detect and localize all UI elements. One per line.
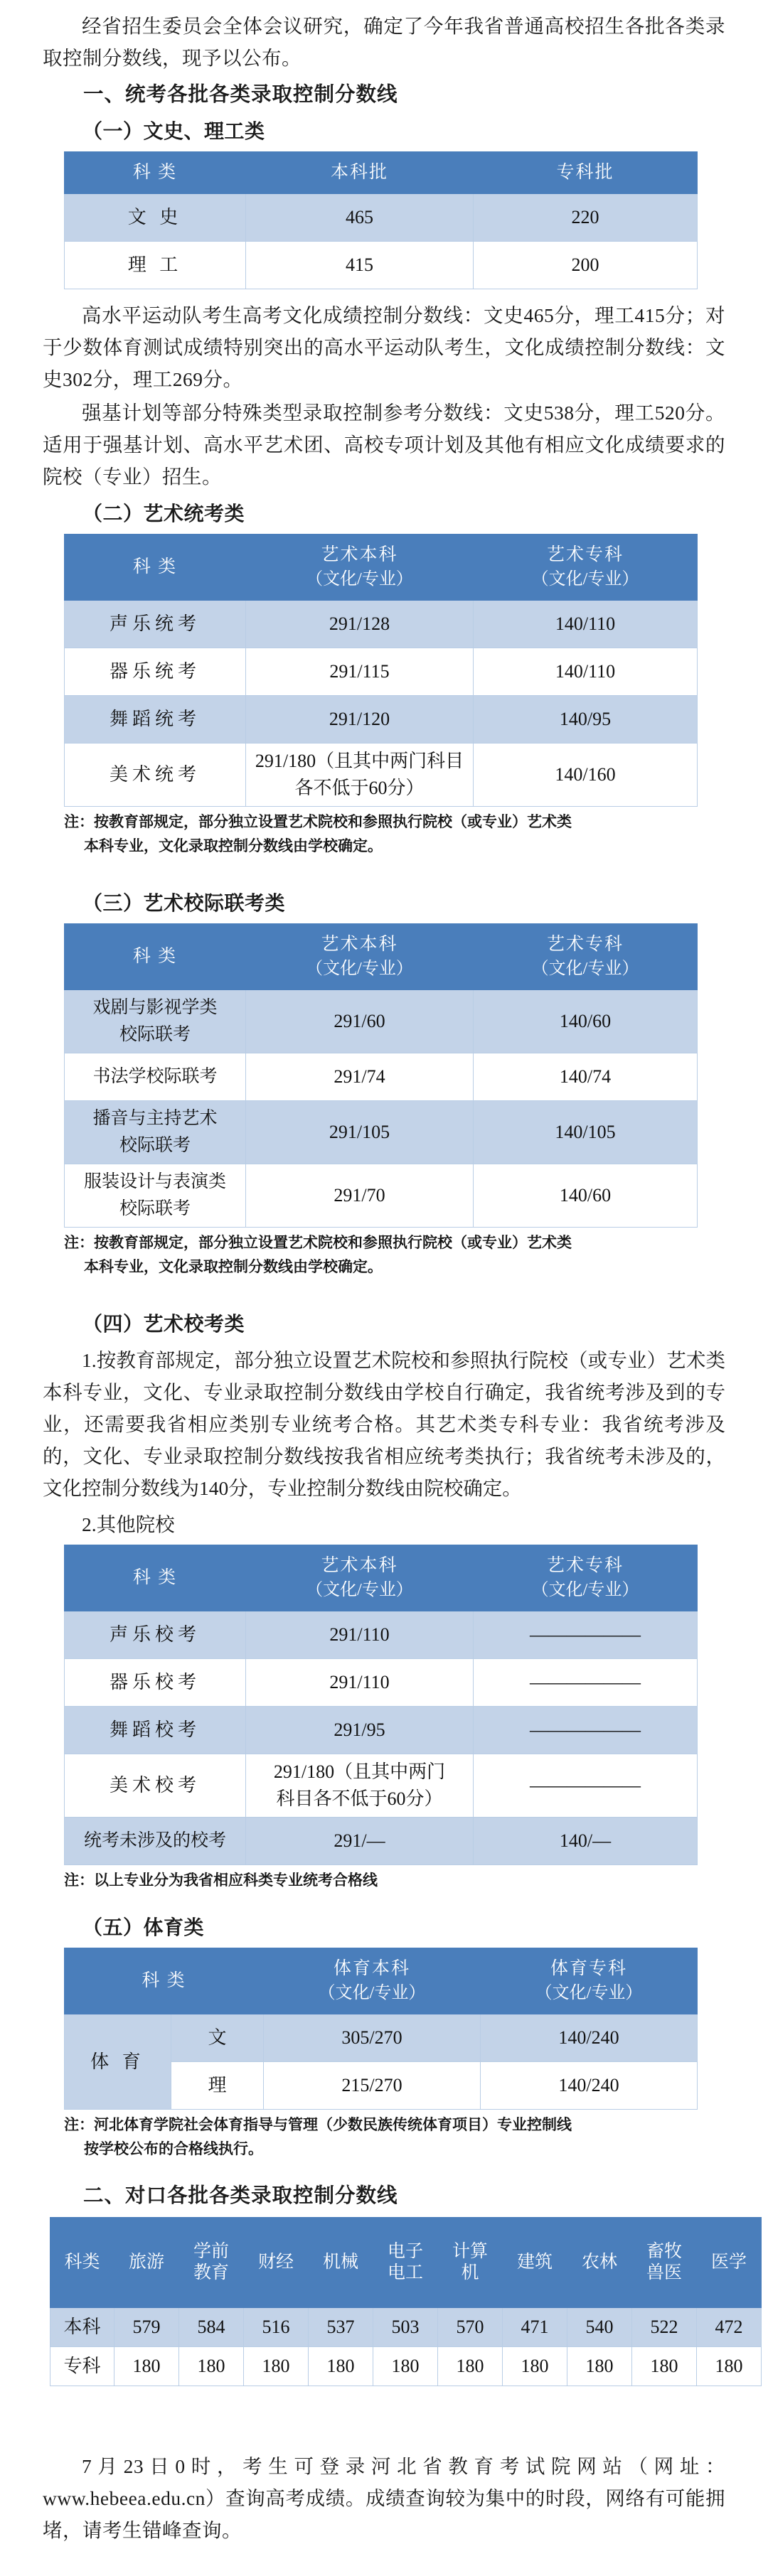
art-school-exam-item-1: 1.按教育部规定，部分独立设置艺术院校和参照执行院校（或专业）艺术类本科专业，文化、专业录取控制分数线由学校自行确定，我省统考涉及到的专业，还需要我省相应类别专业统考合格。其艺术类专科专业：我省统考涉及的，文化、专业录取控制分数线按我省相应统考类执行；我省统考未涉及的，文化控制分数线为140分，专业控制分数线由院校确定。 <box>43 1349 725 1499</box>
cell-category: 文 史 <box>65 194 246 242</box>
table-header-row <box>65 1545 698 1611</box>
cell-line: 校际联考 <box>119 1136 191 1155</box>
cell-line: 服装设计与表演类 <box>83 1172 226 1191</box>
table-row <box>65 744 698 807</box>
cell-score: 180 <box>697 2347 762 2386</box>
table-art-unified-exam <box>64 534 698 807</box>
cell-category: 声乐统考 <box>65 601 246 648</box>
cell-line: 各不低于60分） <box>294 778 425 798</box>
cell-category: 美术统考 <box>65 744 246 807</box>
col-header-pe-undergrad <box>264 1948 481 2014</box>
cell-score: 180 <box>632 2347 697 2386</box>
strong-base-plan-paragraph: 强基计划等部分特殊类型录取控制参考分数线：文史538分，理工520分。适用于强基计划、高水平艺术团、高校专项计划及其他有相应文化成绩要求的院校（专业）招生。 <box>43 402 725 488</box>
cell-batch-label: 本科 <box>50 2308 114 2347</box>
table-body <box>65 601 698 807</box>
cell-score: 516 <box>244 2308 309 2347</box>
cell-line: 戏剧与影视学类 <box>92 998 218 1017</box>
cell-score: 471 <box>503 2308 567 2347</box>
cell-art-undergrad <box>246 744 474 807</box>
col-header-art-undergrad <box>246 535 474 601</box>
col-header-category: 科 类 <box>65 535 246 601</box>
table-header-row <box>65 152 698 194</box>
col-header-art-junior <box>474 924 698 990</box>
col-header-main-text: 艺术本科 <box>321 935 398 954</box>
table-row <box>65 1818 698 1865</box>
art-school-exam-item-2: 2.其他院校 <box>82 1513 175 1535</box>
cell-category: 舞蹈统考 <box>65 696 246 744</box>
cell-score: 537 <box>309 2308 373 2347</box>
cell-category: 书法学校际联考 <box>65 1053 246 1101</box>
col-header-sub-text: （文化/专业） <box>535 1984 643 2002</box>
cell-art-undergrad: 291/74 <box>246 1053 474 1101</box>
table-row <box>65 194 698 242</box>
col-header-sub-text: （文化/专业） <box>531 1581 639 1599</box>
cell-undergrad: 415 <box>246 242 474 289</box>
col-header-sub-text: （文化/专业） <box>306 960 413 978</box>
cell-score: 180 <box>309 2347 373 2386</box>
cell-art-undergrad <box>246 1754 474 1818</box>
table-row <box>65 2014 698 2062</box>
note-art-unified <box>43 810 725 858</box>
cell-category <box>65 1164 246 1228</box>
col-header-major <box>373 2218 438 2308</box>
cell-pe-junior: 140/240 <box>481 2014 698 2062</box>
col-header-sub-text: （文化/专业） <box>306 570 413 589</box>
note-line-1: 注：按教育部规定，部分独立设置艺术院校和参照执行院校（或专业）艺术类 <box>64 813 572 830</box>
cell-group-label: 体 育 <box>65 2014 171 2110</box>
col-header-main-text: 艺术专科 <box>546 545 624 564</box>
cell-art-junior: 140/95 <box>474 696 698 744</box>
col-header-category: 科 类 <box>65 924 246 990</box>
col-header-line: 旅游 <box>128 2253 164 2272</box>
cell-score: 180 <box>373 2347 438 2386</box>
cell-art-junior: 140/110 <box>474 648 698 696</box>
col-header-main-text: 体育本科 <box>334 1959 411 1978</box>
cell-category: 统考未涉及的校考 <box>65 1818 246 1865</box>
col-header-major <box>503 2218 567 2308</box>
col-header-major <box>697 2218 762 2308</box>
table-art-joint-exam <box>64 923 698 1228</box>
col-header-major <box>632 2218 697 2308</box>
table-body <box>65 990 698 1228</box>
note-line-1: 注：以上专业分为我省相应科类专业统考合格线 <box>64 1872 378 1889</box>
col-header-art-junior <box>474 535 698 601</box>
cell-score: 180 <box>114 2347 179 2386</box>
table-row <box>50 2308 762 2347</box>
cell-art-undergrad: 291/60 <box>246 990 474 1053</box>
col-header-category: 科 类 <box>65 152 246 194</box>
subsection-1-1-heading: （一）文史、理工类 <box>82 119 265 143</box>
cell-art-junior: —————— <box>474 1659 698 1707</box>
cell-art-junior: —————— <box>474 1707 698 1754</box>
cell-category: 器乐校考 <box>65 1659 246 1707</box>
col-header-line: 畜牧 <box>646 2242 682 2261</box>
cell-subcategory: 文 <box>171 2014 264 2062</box>
col-header-category: 科 类 <box>65 1948 264 2014</box>
cell-category <box>65 1101 246 1164</box>
cell-art-undergrad: 291/120 <box>246 696 474 744</box>
cell-score: 522 <box>632 2308 697 2347</box>
col-header-main-text: 艺术本科 <box>321 1556 398 1575</box>
cell-category: 美术校考 <box>65 1754 246 1818</box>
table-physical-education <box>64 1948 698 2110</box>
note-art-joint <box>43 1230 725 1279</box>
col-header-line: 计算 <box>452 2242 488 2261</box>
intro-paragraph: 经省招生委员会全体会议研究，确定了今年我省普通高校招生各批各类录取控制分数线，现予以公布。 <box>43 15 725 69</box>
table-row <box>65 990 698 1053</box>
col-header-category: 科 类 <box>65 1545 246 1611</box>
col-header-sub-text: （文化/专业） <box>318 1984 426 2002</box>
col-header-line: 财经 <box>257 2253 294 2272</box>
table-row <box>65 1053 698 1101</box>
cell-score: 540 <box>567 2308 632 2347</box>
table-row <box>65 601 698 648</box>
cell-art-junior: 140/105 <box>474 1101 698 1164</box>
col-header-sub-text: （文化/专业） <box>531 960 639 978</box>
cell-line: 科目各不低于60分） <box>276 1788 443 1809</box>
col-header-line: 学前 <box>193 2242 229 2261</box>
cell-category: 器乐统考 <box>65 648 246 696</box>
section-2-heading: 二、对口各批各类录取控制分数线 <box>83 2184 398 2207</box>
cell-art-undergrad: 291/115 <box>246 648 474 696</box>
table-row <box>65 648 698 696</box>
col-header-line: 医学 <box>710 2253 747 2272</box>
note-art-school-exam <box>43 1868 725 1892</box>
cell-art-undergrad: 291/110 <box>246 1659 474 1707</box>
table-vocational-counterpart <box>50 2217 762 2386</box>
col-header-art-undergrad <box>246 1545 474 1611</box>
section-1-heading: 一、统考各批各类录取控制分数线 <box>83 82 398 106</box>
col-header-main-text: 艺术专科 <box>546 1556 624 1575</box>
cell-art-junior: 140/60 <box>474 990 698 1053</box>
col-header-line: 建筑 <box>516 2253 553 2272</box>
note-line-1: 注：河北体育学院社会体育指导与管理（少数民族传统体育项目）专业控制线 <box>64 2116 572 2133</box>
cell-pe-undergrad: 215/270 <box>264 2062 481 2110</box>
col-header-major <box>438 2218 503 2308</box>
cell-category: 理 工 <box>65 242 246 289</box>
col-header-line: 机 <box>461 2263 479 2282</box>
cell-art-undergrad: 291/128 <box>246 601 474 648</box>
cell-art-undergrad: 291/105 <box>246 1101 474 1164</box>
cell-line: 校际联考 <box>119 1025 191 1044</box>
cell-score: 180 <box>244 2347 309 2386</box>
note-line-2: 本科专业，文化录取控制分数线由学校确定。 <box>84 837 383 854</box>
col-header-sub-text: （文化/专业） <box>306 1581 413 1599</box>
col-header-major <box>179 2218 244 2308</box>
subsection-1-5-heading: （五）体育类 <box>82 1916 205 1939</box>
col-header-art-undergrad <box>246 924 474 990</box>
cell-art-junior: 140/— <box>474 1818 698 1865</box>
note-line-1: 注：按教育部规定，部分独立设置艺术院校和参照执行院校（或专业）艺术类 <box>64 1234 572 1251</box>
table-row <box>65 1611 698 1659</box>
table-body <box>65 1611 698 1865</box>
col-header-line: 教育 <box>193 2263 229 2282</box>
col-header-line: 科类 <box>64 2253 100 2272</box>
table-liberal-science <box>64 151 698 289</box>
col-header-line: 农林 <box>581 2253 617 2272</box>
cell-art-undergrad: 291/70 <box>246 1164 474 1228</box>
cell-batch-label: 专科 <box>50 2347 114 2386</box>
col-header-undergrad: 本科批 <box>246 152 474 194</box>
cell-score: 180 <box>567 2347 632 2386</box>
closing-paragraph: 7月23日0时，考生可登录河北省教育考试院网站（网址：www.hebeea.edu.cn）查询高考成绩。成绩查询较为集中的时段，网络有可能拥堵，请考生错峰查询。 <box>43 2455 725 2541</box>
cell-art-junior: —————— <box>474 1611 698 1659</box>
subsection-1-3-heading: （三）艺术校际联考类 <box>82 891 286 915</box>
table-row <box>65 242 698 289</box>
cell-score: 584 <box>179 2308 244 2347</box>
high-level-athlete-paragraph: 高水平运动队考生高考文化成绩控制分数线：文史465分，理工415分；对于少数体育测试成绩特别突出的高水平运动队考生，文化成绩控制分数线：文史302分，理工269分。 <box>43 304 725 390</box>
table-row <box>65 1101 698 1164</box>
cell-art-undergrad: 291/110 <box>246 1611 474 1659</box>
col-header-main-text: 体育专科 <box>550 1959 628 1978</box>
cell-junior: 200 <box>474 242 698 289</box>
table-art-school-exam <box>64 1545 698 1865</box>
col-header-line: 兽医 <box>646 2263 682 2282</box>
cell-line: 291/180（且其中两门科目 <box>255 751 464 771</box>
cell-category: 声乐校考 <box>65 1611 246 1659</box>
col-header-line: 电子 <box>387 2242 423 2261</box>
col-header-line: 机械 <box>322 2253 358 2272</box>
subsection-1-4-heading: （四）艺术校考类 <box>82 1312 245 1336</box>
col-header-pe-junior <box>481 1948 698 2014</box>
table-header-row <box>50 2218 762 2308</box>
table-row <box>65 1754 698 1818</box>
table-row <box>65 1164 698 1228</box>
col-header-major <box>309 2218 373 2308</box>
cell-art-junior: 140/160 <box>474 744 698 807</box>
cell-score: 180 <box>503 2347 567 2386</box>
cell-score: 570 <box>438 2308 503 2347</box>
table-row <box>65 1707 698 1754</box>
cell-art-junior: 140/74 <box>474 1053 698 1101</box>
table-body <box>50 2308 762 2386</box>
cell-art-junior: —————— <box>474 1754 698 1818</box>
cell-subcategory: 理 <box>171 2062 264 2110</box>
col-header-major <box>244 2218 309 2308</box>
note-line-2: 按学校公布的合格线执行。 <box>84 2140 263 2157</box>
col-header-major <box>567 2218 632 2308</box>
cell-line: 校际联考 <box>119 1199 191 1218</box>
cell-score: 503 <box>373 2308 438 2347</box>
table-row <box>65 1659 698 1707</box>
cell-junior: 220 <box>474 194 698 242</box>
cell-pe-junior: 140/240 <box>481 2062 698 2110</box>
cell-art-junior: 140/110 <box>474 601 698 648</box>
cell-pe-undergrad: 305/270 <box>264 2014 481 2062</box>
cell-undergrad: 465 <box>246 194 474 242</box>
cell-score: 472 <box>697 2308 762 2347</box>
cell-score: 579 <box>114 2308 179 2347</box>
col-header-main-text: 艺术本科 <box>321 545 398 564</box>
table-row <box>65 696 698 744</box>
col-header-art-junior <box>474 1545 698 1611</box>
cell-line: 播音与主持艺术 <box>92 1109 218 1128</box>
col-header-main-text: 艺术专科 <box>546 935 624 954</box>
cell-art-junior: 140/60 <box>474 1164 698 1228</box>
col-header-line: 电工 <box>387 2263 423 2282</box>
note-line-2: 本科专业，文化录取控制分数线由学校确定。 <box>84 1258 383 1275</box>
col-header-junior: 专科批 <box>474 152 698 194</box>
table-header-row <box>65 1948 698 2014</box>
cell-category <box>65 990 246 1053</box>
table-header-row <box>65 924 698 990</box>
col-header-category <box>50 2218 114 2308</box>
col-header-sub-text: （文化/专业） <box>531 570 639 589</box>
note-physical-education <box>43 2113 725 2161</box>
cell-score: 180 <box>179 2347 244 2386</box>
cell-category: 舞蹈校考 <box>65 1707 246 1754</box>
cell-art-undergrad: 291/— <box>246 1818 474 1865</box>
cell-line: 291/180（且其中两门 <box>273 1761 446 1782</box>
table-header-row <box>65 535 698 601</box>
col-header-major <box>114 2218 179 2308</box>
cell-art-undergrad: 291/95 <box>246 1707 474 1754</box>
cell-score: 180 <box>438 2347 503 2386</box>
table-row <box>50 2347 762 2386</box>
subsection-1-2-heading: （二）艺术统考类 <box>82 502 245 525</box>
